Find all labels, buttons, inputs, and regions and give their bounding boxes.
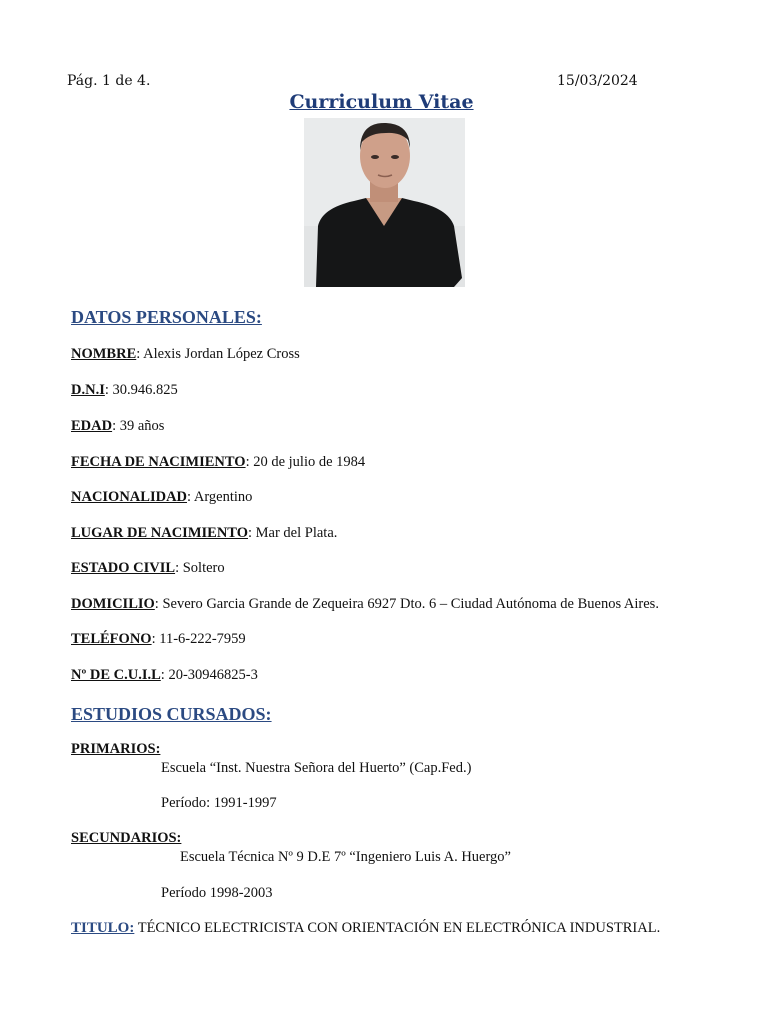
field-label: Nº DE C.U.I.L <box>71 667 161 683</box>
field-value: : 20-30946825-3 <box>160 667 258 683</box>
primary-school: Escuela “Inst. Nuestra Señora del Huerto” (Cap.Fed.) <box>161 760 472 776</box>
field-domicilio <box>71 596 659 613</box>
field-label: NACIONALIDAD <box>71 489 188 505</box>
page-title <box>0 91 763 113</box>
field-label: NOMBRE <box>71 346 137 362</box>
field-cuil <box>71 667 258 684</box>
secondary-label: SECUNDARIOS: <box>71 830 182 846</box>
field-label: D.N.I <box>71 382 105 398</box>
field-label: FECHA DE NACIMIENTO <box>71 454 246 470</box>
secondary-school: Escuela Técnica Nº 9 D.E 7º “Ingeniero Luis A. Huergo” <box>180 849 511 865</box>
field-dni <box>71 382 178 399</box>
field-value: : Severo Garcia Grande de Zequeira 6927 Dto. 6 – Ciudad Autónoma de Buenos Aires. <box>154 596 659 612</box>
field-value: : Argentino <box>187 489 253 505</box>
field-nombre <box>71 346 300 363</box>
field-edad <box>71 418 164 435</box>
degree-value: TÉCNICO ELECTRICISTA CON ORIENTACIÓN EN ELECTRÓNICA INDUSTRIAL. <box>134 920 661 936</box>
field-value: : 11-6-222-7959 <box>151 631 246 647</box>
primary-period: Período: 1991-1997 <box>161 795 277 811</box>
personal-data-heading: DATOS PERSONALES: <box>71 307 262 327</box>
page-title-text: Curriculum Vitae <box>289 91 474 113</box>
studies-heading: ESTUDIOS CURSADOS: <box>71 704 272 724</box>
field-label: LUGAR DE NACIMIENTO <box>71 525 248 541</box>
field-lugar-nacimiento <box>71 525 337 542</box>
field-value: : 39 años <box>112 418 165 434</box>
field-value: : Soltero <box>175 560 225 576</box>
field-nacionalidad <box>71 489 252 506</box>
person-photo <box>304 118 465 287</box>
field-telefono <box>71 631 246 648</box>
document-date: 15/03/2024 <box>557 73 638 89</box>
person-photo-icon <box>304 118 465 287</box>
field-estado-civil <box>71 560 225 577</box>
field-value: : Mar del Plata. <box>247 525 338 541</box>
field-value: : Alexis Jordan López Cross <box>136 346 300 362</box>
primary-label: PRIMARIOS: <box>71 741 161 757</box>
degree-line <box>71 920 660 937</box>
field-value: : 20 de julio de 1984 <box>245 454 366 470</box>
field-value: : 30.946.825 <box>104 382 178 398</box>
field-label: DOMICILIO <box>71 596 155 612</box>
field-fecha-nacimiento <box>71 454 365 471</box>
field-label: ESTADO CIVIL <box>71 560 176 576</box>
field-label: TELÉFONO <box>71 631 152 647</box>
page-number: Pág. 1 de 4. <box>67 73 151 89</box>
degree-label: TITULO: <box>71 920 135 936</box>
field-label: EDAD <box>71 418 113 434</box>
secondary-period: Período 1998-2003 <box>161 885 273 901</box>
